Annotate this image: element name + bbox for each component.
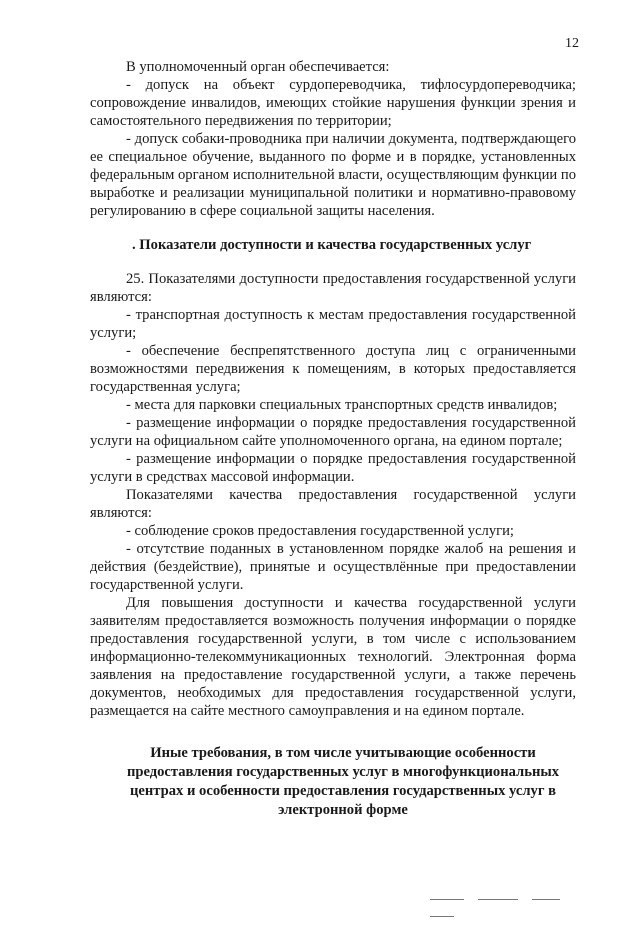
paragraph-improve: Для повышения доступности и качества государственной услуги заявителям предоставляется возможность получения информации о порядке предоставления государственной услуги, в том числе с использованием информационно-телекоммуникационных технологий. Электронная форма заявления на предоставление государственной услуги, а также перечень документов, необходимых для предоставления государственной услуги, размещается на сайте местного самоуправления и на едином портале. [90, 595, 576, 719]
list-item: - транспортная доступность к местам предоставления государственной услуги; [90, 307, 576, 341]
quality-intro: Показателями качества предоставления государственной услуги являются: [90, 487, 576, 521]
final-heading-line: Иные требования, в том числе учитывающие особенности [150, 745, 536, 761]
list-item: - соблюдение сроков предоставления государственной услуги; [126, 523, 514, 539]
scan-marks [430, 899, 610, 901]
page-number: 12 [565, 36, 579, 51]
list-item: - допуск собаки-проводника при наличии документа, подтверждающего ее специальное обучение, выданного по форме и в порядке, установленных федеральным органом исполнительной власти, осуществляющим функции по выработке и реализации муниципальной политики и нормативно-правовому регулированию в сфере социальной защиты населения. [90, 131, 576, 219]
list-item: - места для парковки специальных транспортных средств инвалидов; [126, 397, 558, 413]
final-heading [90, 744, 576, 820]
list-item: - обеспечение беспрепятственного доступа лиц с ограниченными возможностями передвижения к помещениям, в которых предоставляется государственная услуга; [90, 343, 576, 395]
paragraph-intro: В уполномоченный орган обеспечивается: [126, 59, 390, 75]
document-body [90, 58, 576, 820]
final-heading-line: предоставления государственных услуг в многофункциональных [126, 764, 560, 780]
final-heading-line: центрах и особенности предоставления государственных услуг в [130, 783, 556, 799]
paragraph-25: 25. Показателями доступности предоставления государственной услуги являются: [90, 271, 576, 305]
list-item: - допуск на объект сурдопереводчика, тифлосурдопереводчика; сопровождение инвалидов, имеющих стойкие нарушения функции зрения и самостоятельного передвижения по территории; [90, 77, 576, 129]
list-item: - размещение информации о порядке предоставления государственной услуги на официальном сайте уполномоченного органа, на едином портале; [90, 415, 576, 449]
list-item: - отсутствие поданных в установленном порядке жалоб на решения и действия (бездействие), принятые и осуществлённые при предоставлении государственной услуги. [90, 541, 576, 593]
section-heading: . Показатели доступности и качества государственных услуг [132, 237, 532, 253]
final-heading-line: электронной форме [278, 802, 408, 818]
list-item: - размещение информации о порядке предоставления государственной услуги в средствах массовой информации. [90, 451, 576, 485]
